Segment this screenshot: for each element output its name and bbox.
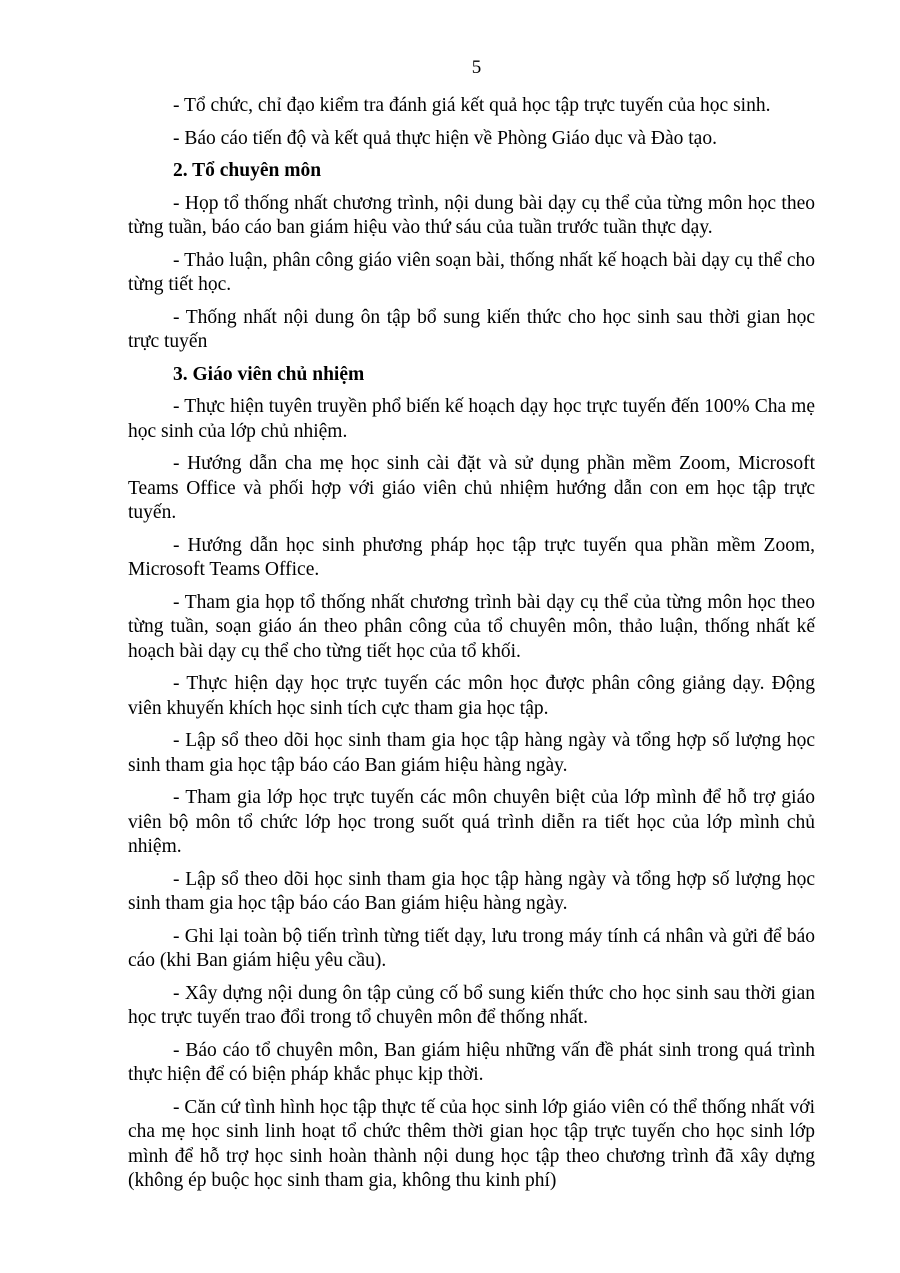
paragraph: - Lập sổ theo dõi học sinh tham gia học tập hàng ngày và tổng hợp số lượng học sinh tham gia học tập báo cáo Ban giám hiệu hàng ngày.: [128, 730, 815, 776]
paragraph: - Thực hiện dạy học trực tuyến các môn học được phân công giảng dạy. Động viên khuyến khích học sinh tích cực tham gia học tập.: [128, 673, 815, 719]
page-number: 5: [471, 57, 482, 78]
paragraph: - Ghi lại toàn bộ tiến trình từng tiết dạy, lưu trong máy tính cá nhân và gửi để báo cáo (khi Ban giám hiệu yêu cầu).: [128, 925, 815, 971]
paragraph: - Tổ chức, chỉ đạo kiểm tra đánh giá kết quả học tập trực tuyến của học sinh.: [173, 95, 771, 116]
paragraph: - Báo cáo tiến độ và kết quả thực hiện về Phòng Giáo dục và Đào tạo.: [173, 127, 717, 149]
paragraph: - Hướng dẫn cha mẹ học sinh cài đặt và sử dụng phần mềm Zoom, Microsoft Teams Office và phối hợp với giáo viên chủ nhiệm hướng dẫn con em học tập trực tuyến.: [128, 453, 815, 523]
paragraph: - Tham gia lớp học trực tuyến các môn chuyên biệt của lớp mình để hỗ trợ giáo viên bộ môn tổ chức lớp học trong suốt quá trình diễn ra tiết học của lớp mình chủ nhiệm.: [128, 787, 815, 857]
paragraph: - Xây dựng nội dung ôn tập củng cố bổ sung kiến thức cho học sinh sau thời gian học trực tuyến trao đổi trong tổ chuyên môn để thống nhất.: [128, 982, 815, 1028]
paragraph: - Hướng dẫn học sinh phương pháp học tập trực tuyến qua phần mềm Zoom, Microsoft Teams Office.: [128, 534, 815, 580]
paragraph: - Thống nhất nội dung ôn tập bổ sung kiến thức cho học sinh sau thời gian học trực tuyến: [128, 306, 815, 352]
paragraph: - Họp tổ thống nhất chương trình, nội dung bài dạy cụ thể của từng môn học theo từng tuần, báo cáo ban giám hiệu vào thứ sáu của tuần trước tuần thực dạy.: [128, 192, 815, 238]
paragraph: - Thảo luận, phân công giáo viên soạn bài, thống nhất kế hoạch bài dạy cụ thể cho từng tiết học.: [128, 249, 815, 295]
paragraph: - Tham gia họp tổ thống nhất chương trình bài dạy cụ thể của từng môn học theo từng tuần, soạn giáo án theo phân công của tổ chuyên môn, thảo luận, thống nhất kế hoạch bài dạy cụ thể cho từng tiết học của tổ khối.: [128, 591, 815, 662]
paragraph: - Lập sổ theo dõi học sinh tham gia học tập hàng ngày và tổng hợp số lượng học sinh tham gia học tập báo cáo Ban giám hiệu hàng ngày.: [128, 868, 815, 914]
section-heading: 2. Tổ chuyên môn: [173, 160, 322, 181]
paragraph: - Căn cứ tình hình học tập thực tế của học sinh lớp giáo viên có thể thống nhất với cha mẹ học sinh linh hoạt tổ chức thêm thời gian học tập trực tuyến cho học sinh lớp mình để hỗ trợ học sinh hoàn thành nội dung học tập theo chương trình đã xây dựng (không ép buộc học sinh tham gia, không thu kinh phí): [128, 1096, 815, 1191]
paragraph: - Báo cáo tổ chuyên môn, Ban giám hiệu những vấn đề phát sinh trong quá trình thực hiện để có biện pháp khắc phục kịp thời.: [128, 1039, 815, 1085]
paragraph: - Thực hiện tuyên truyền phổ biến kế hoạch dạy học trực tuyến đến 100% Cha mẹ học sinh của lớp chủ nhiệm.: [128, 396, 815, 442]
section-heading: 3. Giáo viên chủ nhiệm: [173, 363, 365, 385]
